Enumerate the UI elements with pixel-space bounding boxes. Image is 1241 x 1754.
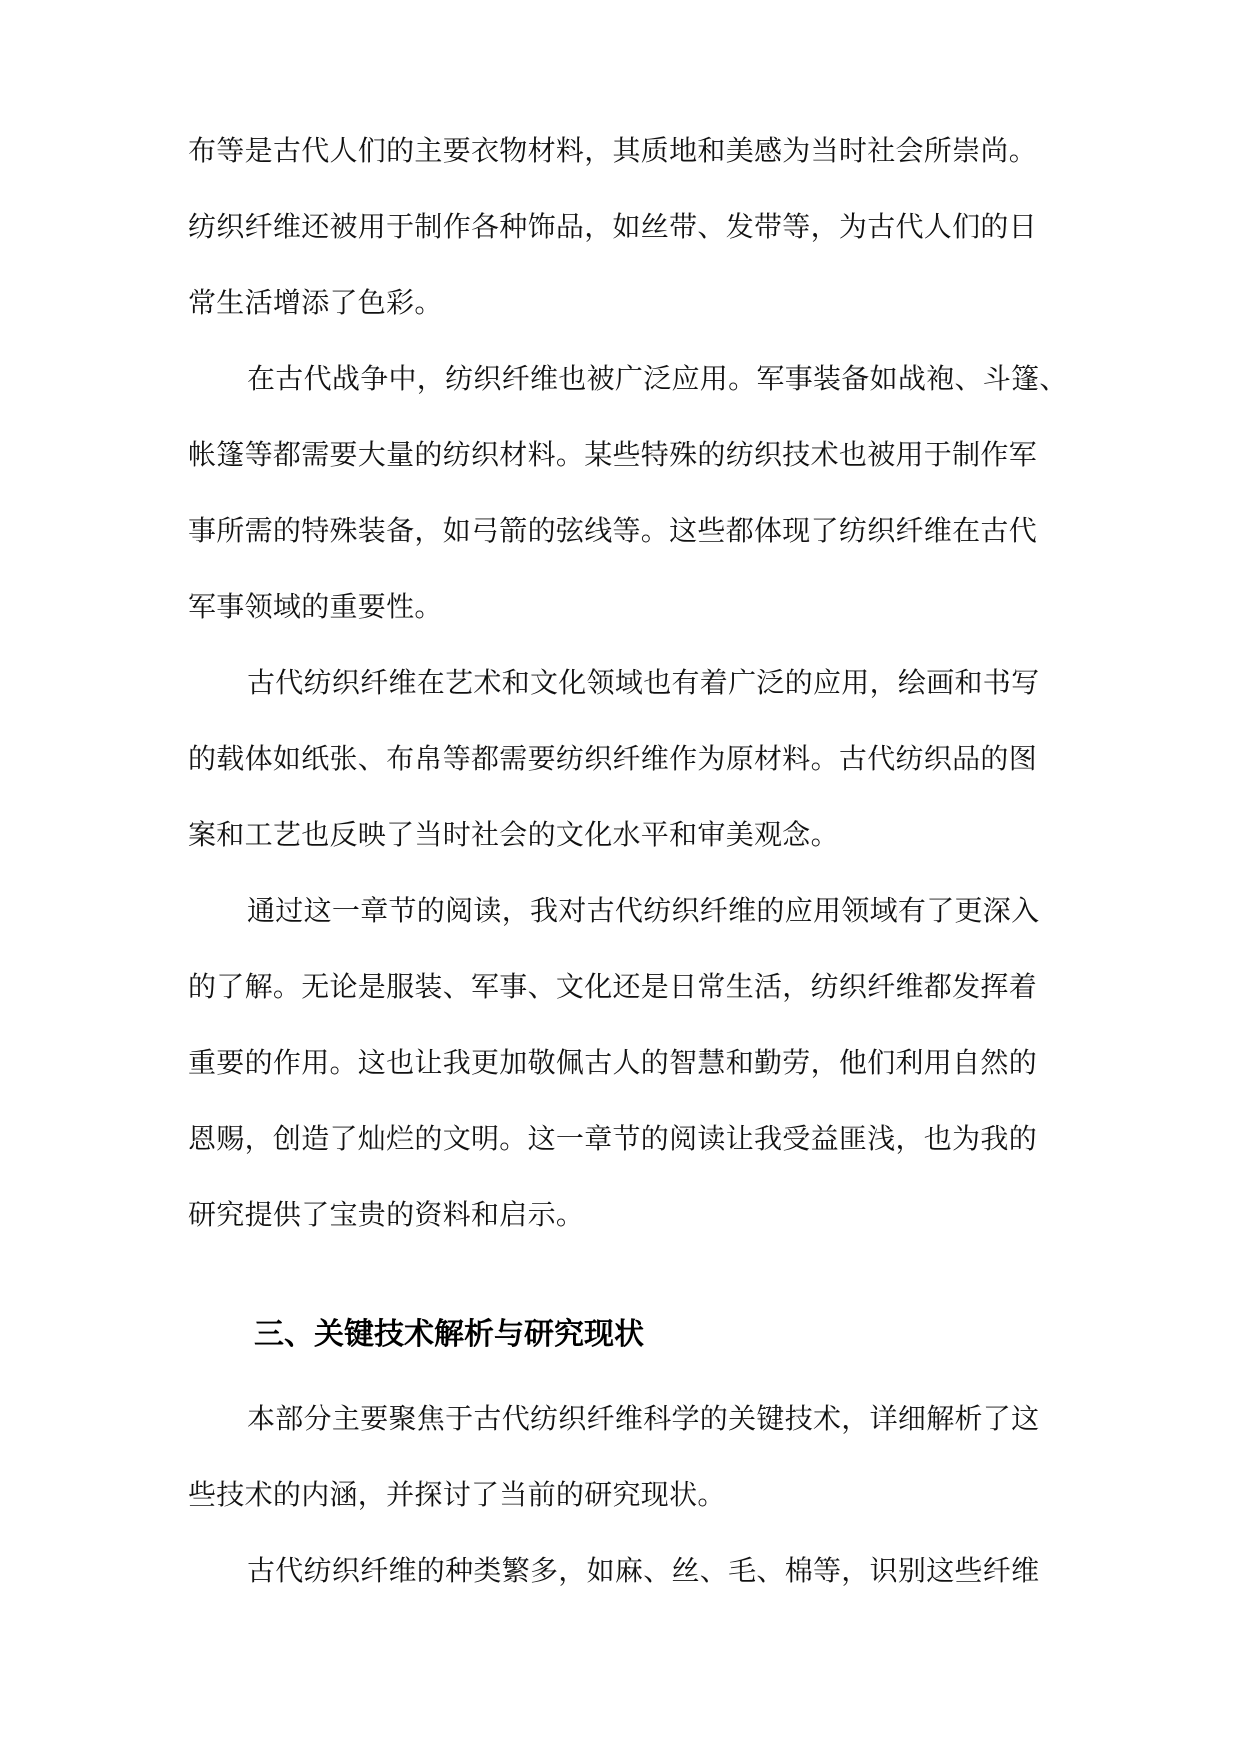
paragraph-line: 恩赐，创造了灿烂的文明。这一章节的阅读让我受益匪浅，也为我的 — [188, 1122, 1038, 1155]
paragraph-line: 本部分主要聚焦于古代纺织纤维科学的关键技术，详细解析了这 — [247, 1402, 1040, 1435]
paragraph-line: 的载体如纸张、布帛等都需要纺织纤维作为原材料。古代纺织品的图 — [188, 742, 1038, 775]
paragraph-line: 在古代战争中，纺织纤维也被广泛应用。军事装备如战袍、斗篷、 — [247, 362, 1068, 395]
paragraph-line: 纺织纤维还被用于制作各种饰品，如丝带、发带等，为古代人们的日 — [188, 210, 1038, 243]
paragraph-line: 常生活增添了色彩。 — [188, 286, 443, 319]
paragraph-line: 案和工艺也反映了当时社会的文化水平和审美观念。 — [188, 818, 839, 851]
paragraph-line: 研究提供了宝贵的资料和启示。 — [188, 1198, 585, 1231]
paragraph-line: 重要的作用。这也让我更加敬佩古人的智慧和勤劳，他们利用自然的 — [188, 1046, 1038, 1079]
paragraph-line: 事所需的特殊装备，如弓箭的弦线等。这些都体现了纺织纤维在古代 — [188, 514, 1038, 547]
paragraph-line: 军事领域的重要性。 — [188, 590, 443, 623]
paragraph-line: 布等是古代人们的主要衣物材料，其质地和美感为当时社会所崇尚。 — [188, 134, 1038, 167]
paragraph-line: 通过这一章节的阅读，我对古代纺织纤维的应用领域有了更深入 — [247, 894, 1040, 927]
paragraph-line: 古代纺织纤维的种类繁多，如麻、丝、毛、棉等，识别这些纤维 — [247, 1554, 1040, 1587]
section-heading: 三、关键技术解析与研究现状 — [254, 1317, 644, 1352]
paragraph-line: 古代纺织纤维在艺术和文化领域也有着广泛的应用，绘画和书写 — [247, 666, 1040, 699]
paragraph-line: 帐篷等都需要大量的纺织材料。某些特殊的纺织技术也被用于制作军 — [188, 438, 1038, 471]
paragraph-line: 的了解。无论是服装、军事、文化还是日常生活，纺织纤维都发挥着 — [188, 970, 1038, 1003]
paragraph-line: 些技术的内涵，并探讨了当前的研究现状。 — [188, 1478, 726, 1511]
